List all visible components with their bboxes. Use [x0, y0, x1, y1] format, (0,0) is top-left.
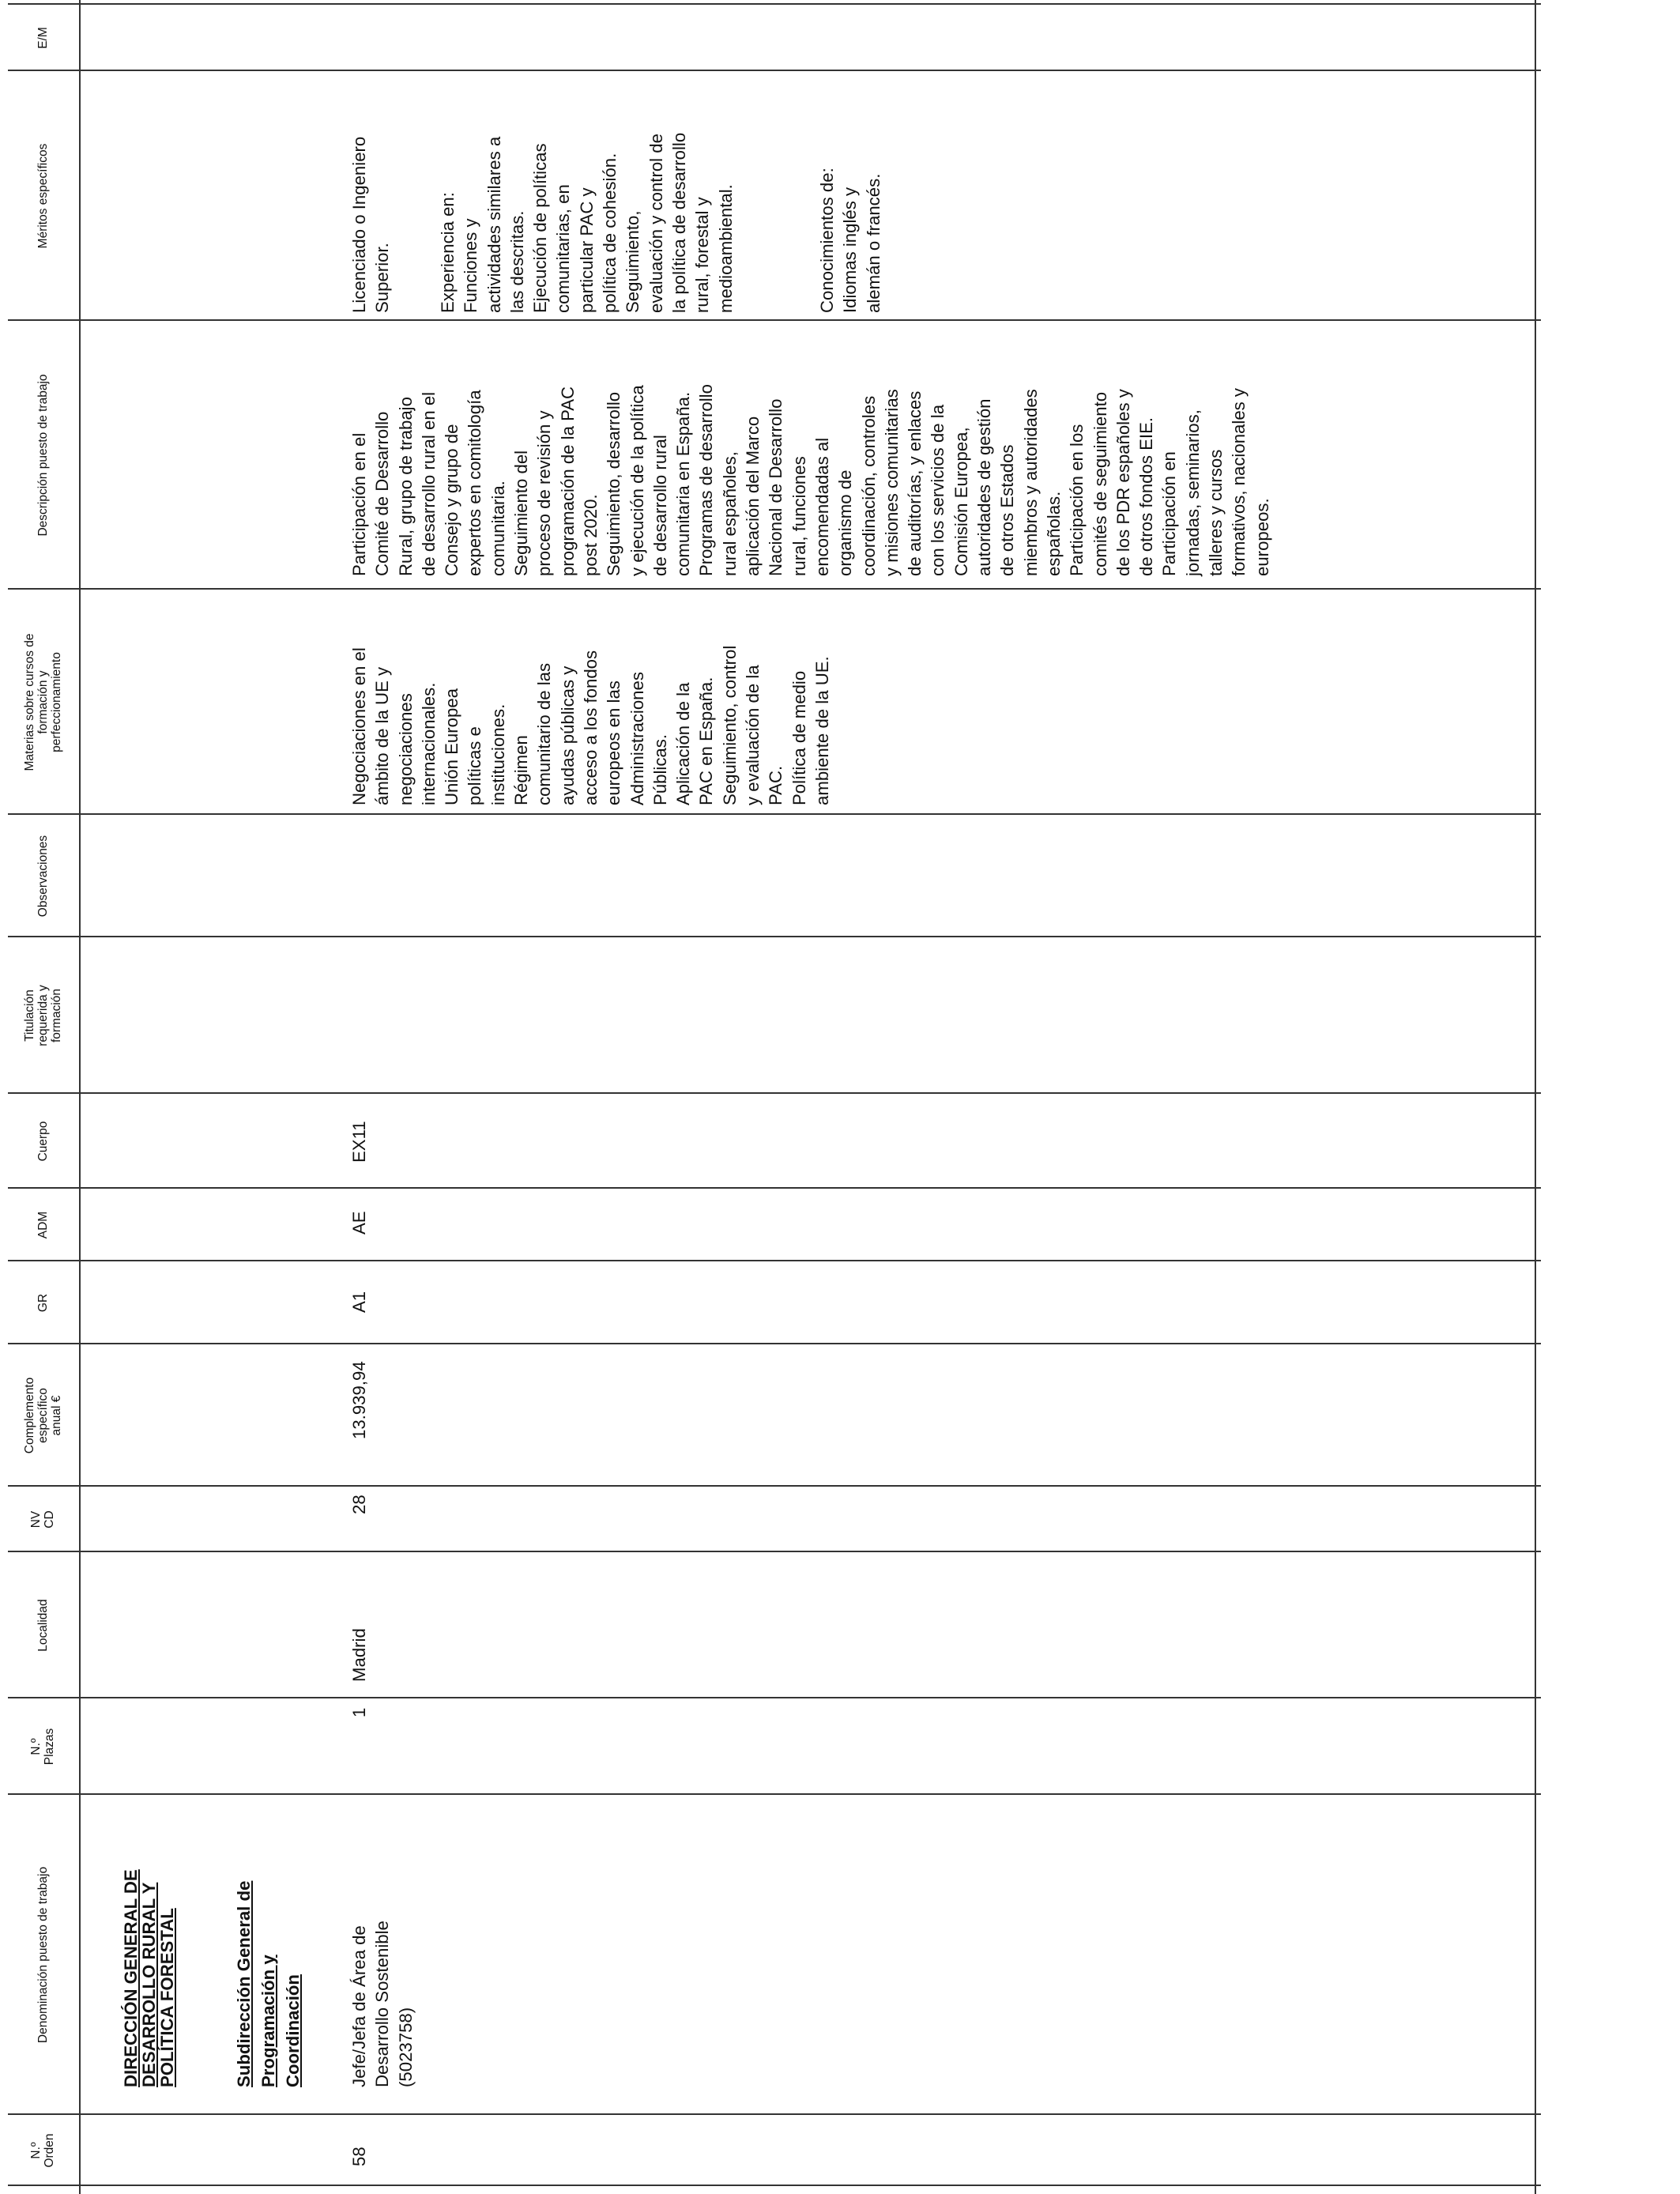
cell-cuerpo: EX11 — [349, 1121, 369, 1163]
column-border-complemento — [8, 1343, 1541, 1344]
cell-localidad: Madrid — [349, 1628, 369, 1682]
column-border-titulacion — [8, 936, 1541, 937]
header-separator — [79, 0, 81, 2194]
cell-denominacion: Jefe/Jefa de Área de Desarrollo Sostenible (5023758) — [349, 1921, 416, 2087]
column-border-right — [8, 3, 1541, 5]
header-materias: Materias sobre cursos de formación y perfeccionamiento — [22, 633, 63, 771]
column-border-grupo — [8, 1260, 1541, 1261]
column-border-nivel — [8, 1485, 1541, 1487]
cell-adm: AE — [349, 1211, 369, 1235]
cell-meritos-conocimientos: Conocimientos de: Idiomas inglés y alemán o francés. — [817, 168, 883, 313]
header-grupo: GR — [36, 1293, 50, 1313]
header-em: E/M — [36, 27, 50, 49]
cell-nivel: 28 — [349, 1495, 369, 1514]
column-border-cuerpo — [8, 1092, 1541, 1094]
column-border-localidad — [8, 1551, 1541, 1552]
column-border-orden — [8, 2113, 1541, 2115]
cell-grupo: A1 — [349, 1291, 369, 1313]
header-plazas: N.º Plazas — [29, 1728, 56, 1766]
header-denominacion: Denominación puesto de trabajo — [36, 1866, 50, 2044]
section-subdireccion-general: Subdirección General de Programación y Coordinación — [234, 1880, 303, 2087]
cell-materias: Negociaciones en el ámbito de la UE y negociaciones internacionales. Unión Europea políticas e instituciones. Régimen comunitario de las ayudas públicas y acceso a los fondos europeos en las Administraciones Públicas. Aplicación de la PAC en España. Seguimiento, control y evaluación de la PAC. Política de medio ambiente de la UE. — [349, 645, 832, 805]
column-border-plazas — [8, 1697, 1541, 1698]
column-border-descripcion — [8, 319, 1541, 321]
cell-orden: 58 — [349, 2147, 369, 2166]
header-descripcion: Descripción puesto de trabajo — [36, 374, 50, 537]
section-direccion-general: DIRECCIÓN GENERAL DE DESARROLLO RURAL Y POLÍTICA FORESTAL — [121, 1869, 177, 2087]
header-meritos: Méritos específicos — [36, 143, 50, 249]
header-complemento: Complemento específico anual € — [22, 1377, 63, 1454]
column-border-left — [8, 2185, 1541, 2186]
column-border-adm — [8, 1187, 1541, 1189]
header-cuerpo: Cuerpo — [36, 1121, 50, 1162]
cell-meritos-experiencia: Experiencia en: Funciones y actividades similares a las descritas. Ejecución de políticas comunitarias, en particular PAC y política de cohesión. Seguimiento, evaluación y control de la política de desarrollo rural, forestal y medioambiental. — [438, 132, 736, 313]
cell-descripcion: Participación en el Comité de Desarrollo Rural, grupo de trabajo de desarrollo rural en el Consejo y grupo de expertos en comitología comunitaria. Seguimiento del proceso de revisión y programación de la PAC post 2020. Seguimiento, desarrollo y ejecución de la política de desarrollo rural comunitaria en España. Programas de desarrollo rural españoles, aplicación del Marco Nacional de Desarrollo rural, funciones encomendadas al organismo de coordinación, controles y misiones comunitarias de auditorías, y enlaces con los servicios de la Comisión Europea, autoridades de gestión de otros Estados miembros y autoridades españolas. Participación en los comités de seguimiento de los PDR españoles y de otros fondos EIE. Participación en jornadas, seminarios, talleres y cursos formativos, nacionales y europeos. — [349, 384, 1272, 576]
header-titulacion: Titulación requerida y formación — [22, 985, 63, 1046]
column-border-observaciones — [8, 813, 1541, 815]
column-border-meritos — [8, 70, 1541, 71]
header-nivel: NV CD — [29, 1510, 56, 1529]
cell-complemento: 13.939,94 — [349, 1361, 369, 1439]
table-bottom-border — [1535, 0, 1536, 2194]
header-adm: ADM — [36, 1211, 50, 1239]
header-orden: N.º Orden — [29, 2133, 56, 2168]
column-border-materias — [8, 588, 1541, 590]
header-observaciones: Observaciones — [36, 835, 50, 918]
cell-plazas: 1 — [349, 1707, 369, 1717]
header-localidad: Localidad — [36, 1599, 50, 1652]
cell-meritos-titulacion: Licenciado o Ingeniero Superior. — [349, 136, 393, 313]
